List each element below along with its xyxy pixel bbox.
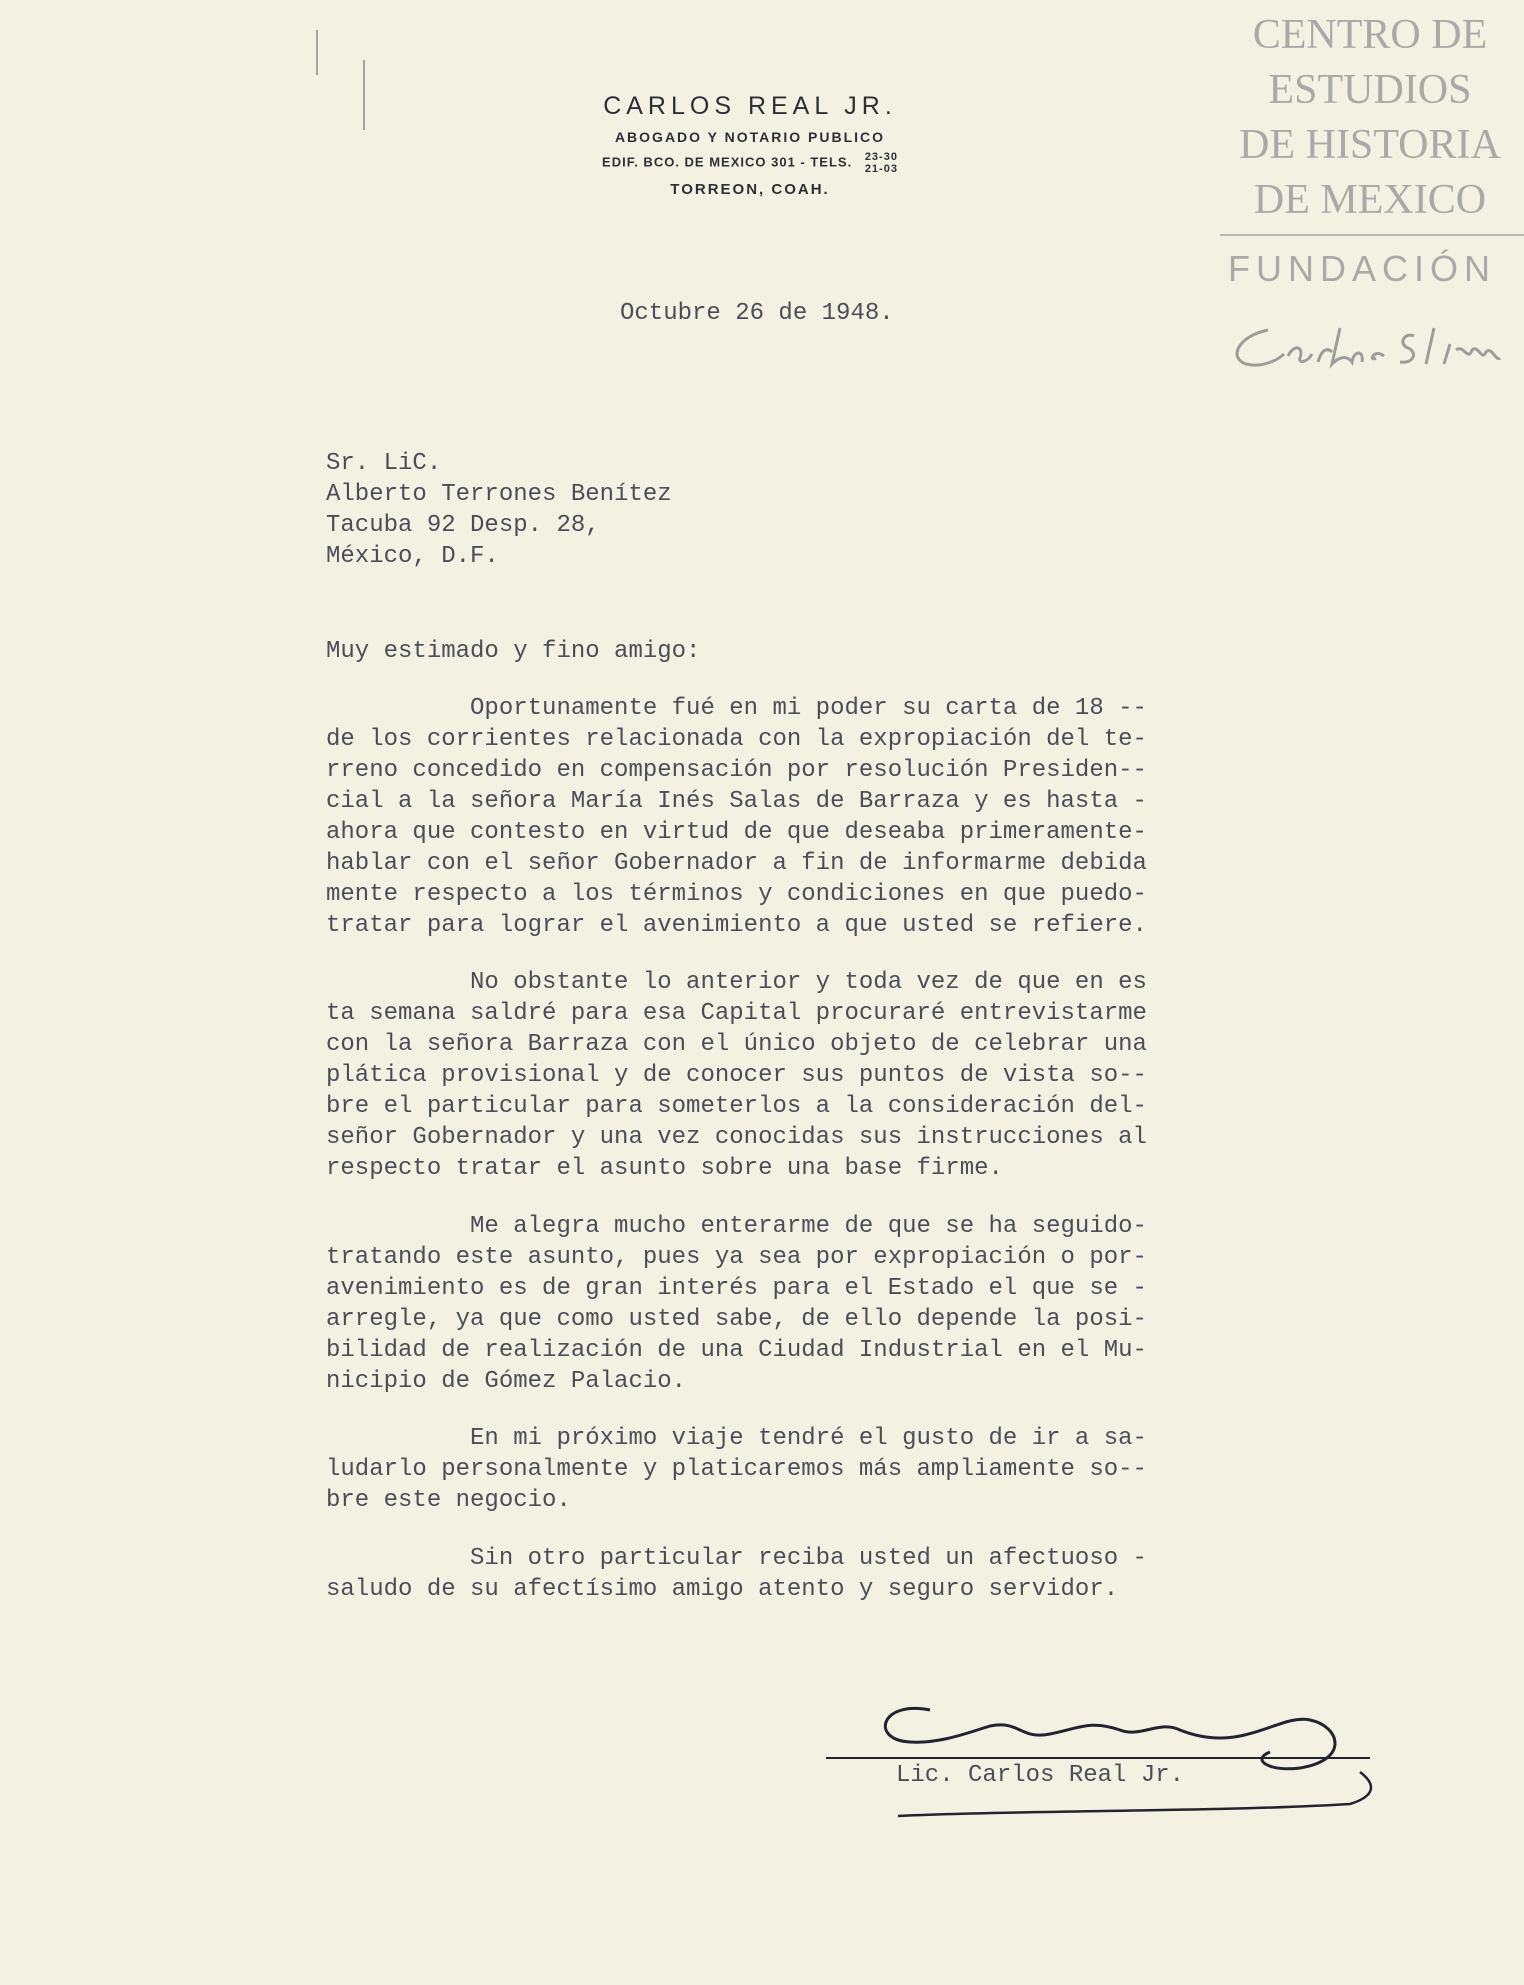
signatory-name: Lic. Carlos Real Jr. — [896, 1762, 1185, 1789]
foundation-signature-icon — [1228, 318, 1518, 378]
archive-stamp — [1220, 8, 1520, 228]
recipient-line-2: Alberto Terrones Benítez — [326, 481, 672, 508]
letterhead-tels — [865, 151, 898, 175]
paragraph-3: Me alegra mucho enterarme de que se ha seguido- tratando este asunto, pues ya sea por expropiación o por- avenimiento es de gran interés para el Estado el que se - arregle, ya que como usted sabe, de ello depende la posi- bilidad de realización de una Ciudad Industrial en el Mu- nicipio de Gómez Palacio. — [326, 1213, 1147, 1395]
stamp-line-4: DE MEXICO — [1253, 177, 1487, 223]
letterhead-role: ABOGADO Y NOTARIO PUBLICO — [614, 129, 886, 145]
recipient-block — [326, 448, 672, 572]
stamp-line-3: DE HISTORIA — [1239, 122, 1501, 168]
recipient-line-3: Tacuba 92 Desp. 28, — [326, 512, 600, 539]
paragraph-5: Sin otro particular reciba usted un afectuoso - saludo de su afectísimo amigo atento y seguro servidor. — [326, 1545, 1147, 1603]
letterhead-address-text: EDIF. BCO. DE MEXICO 301 - TELS. — [602, 154, 853, 170]
recipient-line-4: México, D.F. — [326, 543, 499, 570]
letterhead-tel-2: 21-03 — [864, 163, 898, 175]
letterhead-city: TORREON, COAH. — [670, 181, 830, 198]
recipient-line-1: Sr. LiC. — [326, 450, 442, 477]
letterhead-address — [520, 151, 980, 175]
letterhead — [520, 92, 980, 198]
letterhead-name: CARLOS REAL JR. — [603, 92, 897, 120]
margin-marks — [312, 30, 372, 140]
stamp-divider — [1220, 234, 1524, 236]
letterhead-tel-1: 23-30 — [864, 151, 898, 163]
stamp-line-2: ESTUDIOS — [1268, 67, 1472, 113]
paragraph-2: No obstante lo anterior y toda vez de que en es ta semana saldré para esa Capital procuraré entrevistarme con la señora Barraza con el único objeto de celebrar una plática provisional y de conocer sus puntos de vista so-- bre el particular para someterlos a la consideración del- señor Gobernador y una vez conocidas sus instrucciones al respecto tratar el asunto sobre una base firme. — [326, 969, 1147, 1182]
stamp-foundation: FUNDACIÓN — [1228, 248, 1496, 289]
paragraph-4: En mi próximo viaje tendré el gusto de ir a sa- ludarlo personalmente y platicaremos más ampliamente so-- bre este negocio. — [326, 1425, 1147, 1514]
salutation: Muy estimado y fino amigo: — [326, 638, 701, 665]
letter-date: Octubre 26 de 1948. — [620, 300, 894, 327]
paragraph-1: Oportunamente fué en mi poder su carta de 18 -- de los corrientes relacionada con la expropiación del te- rreno concedido en compensación por resolución Presiden-- cial a la señora María Inés Salas de Barraza y es hasta - ahora que contesto en virtud de que deseaba primeramente- hablar con el señor Gobernador a fin de informarme debida mente respecto a los términos y condiciones en que puedo- tratar para lograr el avenimiento a que usted se refiere. — [326, 695, 1147, 939]
stamp-line-1: CENTRO DE — [1252, 12, 1488, 58]
